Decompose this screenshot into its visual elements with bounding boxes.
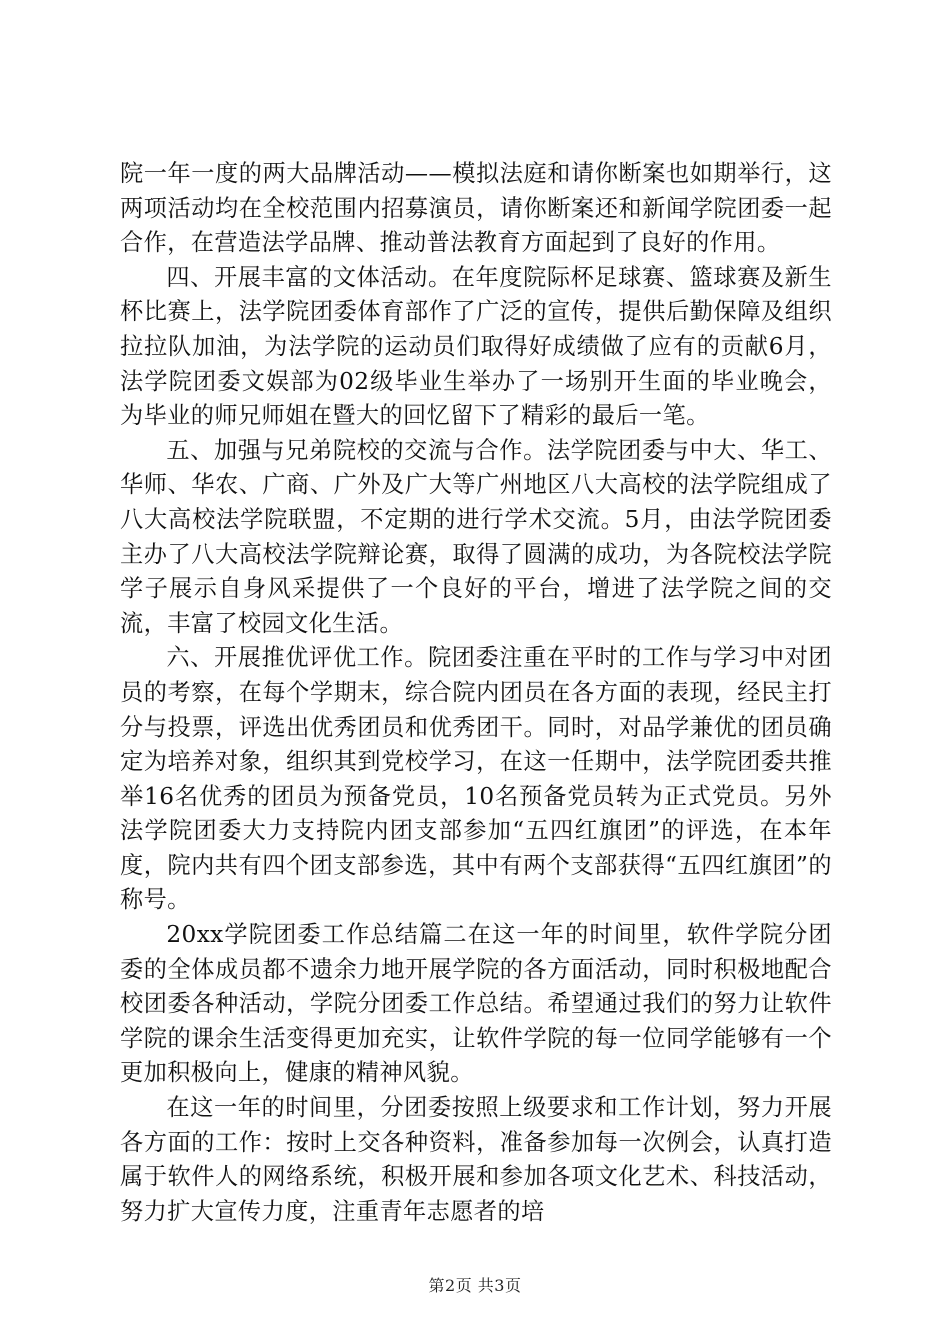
paragraph-this-year: 在这一年的时间里，分团委按照上级要求和工作计划，努力开展各方面的工作：按时上交各种资料，准备参加每一次例会，认真打造属于软件人的网络系统，积极开展和参加各项文化艺术、科技活动，努力扩大宣传力度，注重青年志愿者的培 <box>120 1094 832 1225</box>
paragraph-summary-part-two: 20xx学院团委工作总结篇二在这一年的时间里，软件学院分团委的全体成员都不遗余力地开展学院的各方面活动，同时积极地配合校团委各种活动，学院分团委工作总结。希望通过我们的努力让软件学院的课余生活变得更加充实，让软件学院的每一位同学能够有一个更加积极向上，健康的精神风貌。 <box>120 921 832 1087</box>
paragraph-exchange-cooperation: 五、加强与兄弟院校的交流与合作。法学院团委与中大、华工、华师、华农、广商、广外及广大等广州地区八大高校的法学院组成了八大高校法学院联盟，不定期的进行学术交流。5月，由法学院团委主办了八大高校法学院辩论赛，取得了圆满的成功，为各院校法学院学子展示自身风采提供了一个良好的平台，增进了法学院之间的交流，丰富了校园文化生活。 <box>120 436 832 637</box>
document-body <box>120 157 832 1229</box>
paragraph-cultural-sports: 四、开展丰富的文体活动。在年度院际杯足球赛、篮球赛及新生杯比赛上，法学院团委体育部作了广泛的宣传，提供后勤保障及组织拉拉队加油，为法学院的运动员们取得好成绩做了应有的贡献6月，法学院团委文娱部为02级毕业生举办了一场别开生面的毕业晚会，为毕业的师兄师姐在暨大的回忆留下了精彩的最后一笔。 <box>120 263 832 430</box>
paragraph-continued: 院一年一度的两大品牌活动——模拟法庭和请你断案也如期举行，这两项活动均在全校范围内招募演员，请你断案还和新闻学院团委一起合作，在营造法学品牌、推动普法教育方面起到了良好的作用。 <box>120 160 832 257</box>
paragraph-recommendation-evaluation: 六、开展推优评优工作。院团委注重在平时的工作与学习中对团员的考察，在每个学期末，综合院内团员在各方面的表现，经民主打分与投票，评选出优秀团员和优秀团干。同时，对品学兼优的团员确定为培养对象，组织其到党校学习，在这一任期中，法学院团委共推举16名优秀的团员为预备党员，10名预备党员转为正式党员。另外法学院团委大力支持院内团支部参加“五四红旗团”的评选，在本年度，院内共有四个团支部参选，其中有两个支部获得“五四红旗团”的称号。 <box>120 644 832 914</box>
page-footer: 第2页 共3页 <box>428 1276 522 1295</box>
